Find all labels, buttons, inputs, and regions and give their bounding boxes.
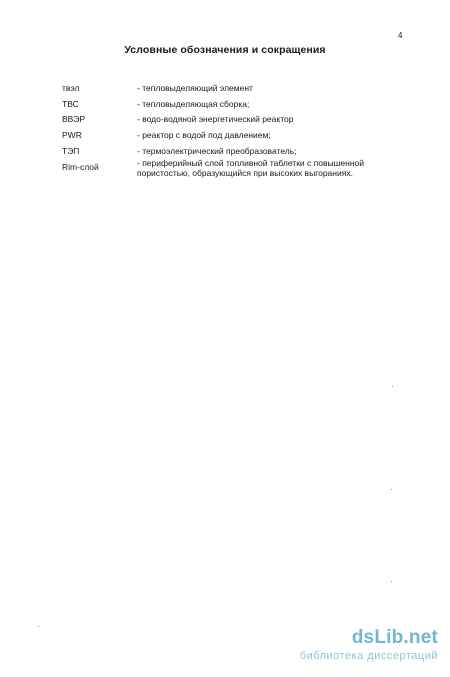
scan-speck <box>392 386 393 387</box>
abbreviation-definition: - периферийный слой топливной таблетки с повышенной пористостью, образующийся при высоких выгораниях. <box>137 158 364 178</box>
abbreviation-definition: - термоэлектрический преобразователь; <box>137 146 297 156</box>
abbreviation-term: ТВС <box>62 99 79 109</box>
abbreviation-definition: - реактор с водой под давлением; <box>137 130 271 140</box>
abbreviation-definition: - тепловыделяющий элемент <box>137 83 253 93</box>
scan-speck <box>38 626 39 627</box>
abbreviation-row <box>0 99 450 115</box>
watermark-logo: dsLib.net <box>351 627 438 648</box>
abbreviation-term: ТЭП <box>62 146 80 156</box>
abbreviation-definition: - водо-водяной энергетический реактор <box>137 114 294 124</box>
abbreviation-row <box>0 158 450 182</box>
abbreviation-row <box>0 130 450 146</box>
abbreviation-term: ВВЭР <box>62 114 86 124</box>
watermark <box>300 627 438 663</box>
abbreviation-definition: - тепловыделяющая сборка; <box>137 99 250 109</box>
watermark-subtitle: библиотека диссертаций <box>299 650 438 662</box>
page-number: 4 <box>398 31 403 40</box>
abbreviation-term: PWR <box>62 130 82 140</box>
scan-speck <box>391 489 392 490</box>
abbreviation-term: Rim-слой <box>62 162 99 172</box>
scan-speck <box>391 581 392 582</box>
abbreviation-row <box>0 114 450 130</box>
page-title: Условные обозначения и сокращения <box>124 44 326 56</box>
abbreviation-term: твэл <box>62 83 80 93</box>
abbreviation-row <box>0 83 450 99</box>
